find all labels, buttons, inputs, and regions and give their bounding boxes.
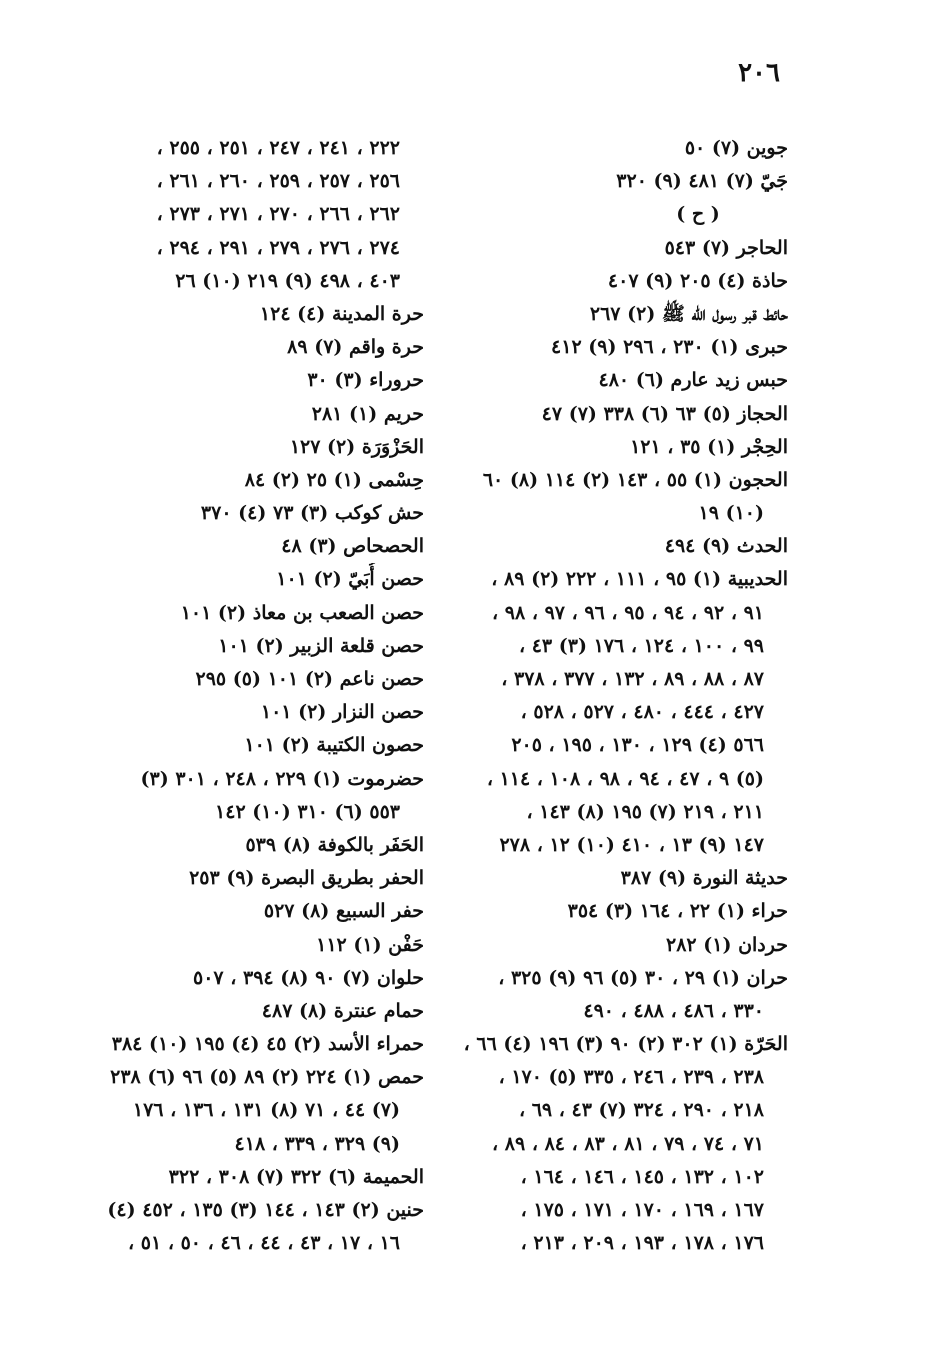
page-number: ٢٠٦ xyxy=(738,58,780,88)
index-entry-line: ٨٧ ، ٨٨ ، ٨٩ ، ١٣٢ ، ٣٧٧ ، ٣٧٨ ، xyxy=(501,668,764,690)
index-entry-line: جَيّ (٧) ٤٨١ (٩) ٣٢٠ xyxy=(616,170,788,193)
index-entry-line: الحجون (١) ٥٥ ، ١٤٣ (٢) ١١٤ (٨) ٦٠ xyxy=(482,468,788,491)
index-entry-line: ١٧٦ ، ١٧٨ ، ١٩٣ ، ٢٠٩ ، ٢١٣ ، xyxy=(520,1232,764,1255)
index-entry-line: حريم (١) ٢٨١ xyxy=(311,402,424,425)
index-column-left xyxy=(4,132,424,1260)
index-entry-line: ١٤٧ (٩) ١٣ ، ٤١٠ (١٠) ١٢ ، ٢٧٨ xyxy=(499,833,764,856)
index-entry-line: الحفر بطريق البصرة (٩) ٢٥٣ xyxy=(189,867,424,890)
index-entry-line: ٢٣٨ ، ٢٣٩ ، ٢٤٦ ، ٣٣٥ (٥) ١٧٠ ، xyxy=(498,1066,764,1089)
index-entry-line: حائط قبر رسول الله ﷺ (٢) ٢٦٧ xyxy=(589,302,788,325)
index-entry-line: حمراء الأسد (٢) ٤٥ (٤) ١٩٥ (١٠) ٣٨٤ xyxy=(111,1033,424,1056)
index-entry-line: ٤٠٣ ، ٤٩٨ (٩) ٢١٩ (١٠) ٢٦ xyxy=(175,269,400,292)
index-entry-line: حلوان (٧) ٩٠ (٨) ٣٩٤ ، ٥٠٧ xyxy=(193,966,424,989)
index-entry-line: حردان (١) ٢٨٢ xyxy=(666,933,788,956)
index-entry-line: حضرموت (١) ٢٢٩ ، ٢٤٨ ، ٣٠١ (٣) xyxy=(140,767,424,790)
index-entry-line: ٩٩ ، ١٠٠ ، ١٢٤ ، ١٧٦ (٣) ٤٣ ، xyxy=(518,634,764,657)
index-entry-line: (٧) ٤٤ ، ٧١ (٨) ١٣١ ، ١٣٦ ، ١٧٦ xyxy=(132,1099,400,1122)
index-entry-line: ٣٣٠ ، ٤٨٦ ، ٤٨٨ ، ٤٩٠ xyxy=(583,999,764,1022)
index-entry-line: حران (١) ٢٩ ، ٣٠ (٥) ٩٦ (٩) ٣٢٥ ، xyxy=(498,966,788,989)
index-entry-line: الحاجر (٧) ٥٤٣ xyxy=(664,236,788,259)
index-column-right xyxy=(428,132,788,1260)
index-entry-line: الحميمة (٦) ٣٢٢ (٧) ٣٠٨ ، ٣٢٢ xyxy=(168,1165,424,1188)
index-entry-line: حش كوكب (٣) ٧٣ (٤) ٣٧٠ xyxy=(200,502,424,525)
index-entry-line: الحَزْوَرَة (٢) ١٢٧ xyxy=(289,435,424,458)
index-entry-line: ٧١ ، ٧٤ ، ٧٩ ، ٨١ ، ٨٣ ، ٨٤ ، ٨٩ ، xyxy=(492,1132,764,1155)
index-entry-line: (٥) ٩ ، ٤٧ ، ٩٤ ، ٩٨ ، ١٠٨ ، ١١٤ ، xyxy=(486,767,764,790)
index-entry-line: حاذة (٤) ٢٠٥ (٩) ٤٠٧ xyxy=(607,269,788,292)
index-entry-line: ١٦٧ ، ١٦٩ ، ١٧٠ ، ١٧١ ، ١٧٥ ، xyxy=(520,1199,764,1221)
index-entry-line: الحِجْر (١) ٣٥ ، ١٢١ xyxy=(630,435,788,458)
index-entry-line: حرة واقم (٧) ٨٩ xyxy=(287,336,424,359)
index-entry-line: الحجاز (٥) ٦٣ (٦) ٣٣٨ (٧) ٤٧ xyxy=(541,402,788,425)
index-entry-line: ٢٦٢ ، ٢٦٦ ، ٢٧٠ ، ٢٧١ ، ٢٧٣ ، xyxy=(156,203,400,226)
index-entry-line: ١٦ ، ١٧ ، ٤٣ ، ٤٤ ، ٤٦ ، ٥٠ ، ٥١ ، xyxy=(128,1232,400,1255)
index-entry-line: (٩) ٣٢٩ ، ٣٣٩ ، ٤١٨ xyxy=(234,1132,400,1155)
index-entry-line: الحَفَر بالكوفة (٨) ٥٣٩ xyxy=(245,833,424,856)
index-entry-line: حصون الكتيبة (٢) ١٠١ xyxy=(244,734,424,757)
section-letter-heading: ( ح ) xyxy=(676,203,720,226)
index-entry-line: حَفْن (١) ١١٢ xyxy=(316,933,424,956)
index-entry-line: ٤٢٧ ، ٤٤٤ ، ٤٨٠ ، ٥٢٧ ، ٥٢٨ ، xyxy=(520,701,764,724)
index-entry-line: حصن قلعة الزبير (٢) ١٠١ xyxy=(218,634,424,657)
index-entry-line: ٥٥٣ (٦) ٣١٠ (١٠) ١٤٢ xyxy=(215,800,400,823)
index-entry-line: ٢١٨ ، ٢٩٠ ، ٣٢٤ (٧) ٤٣ ، ٦٩ ، xyxy=(518,1099,764,1122)
index-entry-line: ٥٦٦ (٤) ١٢٩ ، ١٣٠ ، ١٩٥ ، ٢٠٥ xyxy=(511,734,764,757)
index-entry-line: حصن ناعم (٢) ١٠١ (٥) ٢٩٥ xyxy=(195,668,424,690)
index-entry-line: ٢٥٦ ، ٢٥٧ ، ٢٥٩ ، ٢٦٠ ، ٢٦١ ، xyxy=(156,170,400,193)
index-entry-line: ٢١١ ، ٢١٩ (٧) ١٩٥ (٨) ١٤٣ ، xyxy=(526,800,764,823)
index-entry-line: حديثة النورة (٩) ٣٨٧ xyxy=(620,867,788,890)
index-entry-line: حفر السبيع (٨) ٥٢٧ xyxy=(263,900,424,923)
index-entry-line: الحصحاص (٣) ٤٨ xyxy=(281,535,424,558)
index-entry-line: حراء (١) ٢٢ ، ١٦٤ (٣) ٣٥٤ xyxy=(567,900,788,923)
index-entry-line: حمص (١) ٢٢٤ (٢) ٨٩ (٥) ٩٦ (٦) ٢٣٨ xyxy=(110,1066,424,1089)
index-entry-line: ٩١ ، ٩٢ ، ٩٤ ، ٩٥ ، ٩٦ ، ٩٧ ، ٩٨ ، xyxy=(492,601,764,624)
index-entry-line: حِسْمى (١) ٢٥ (٢) ٨٤ xyxy=(244,468,424,491)
index-entry-line: حبرى (١) ٢٣٠ ، ٢٩٦ (٩) ٤١٢ xyxy=(551,336,788,359)
index-entry-line: الحَرّة (١) ٣٠٢ (٢) ٩٠ (٣) ١٩٦ (٤) ٦٦ ، xyxy=(463,1033,788,1056)
index-entry-line: حبس زيد عارم (٦) ٤٨٠ xyxy=(598,369,788,392)
index-entry-line: حمام عنترة (٨) ٤٨٧ xyxy=(261,999,424,1022)
index-entry-line: الحدث (٩) ٤٩٤ xyxy=(664,535,788,558)
index-entry-line: جوين (٧) ٥٠ xyxy=(684,137,788,159)
index-entry-line: حصن الصعب بن معاذ (٢) ١٠١ xyxy=(180,601,424,624)
index-entry-line: ١٠٢ ، ١٣٢ ، ١٤٥ ، ١٤٦ ، ١٦٤ ، xyxy=(520,1165,764,1188)
index-entry-line: الحديبية (١) ٩٥ ، ١١١ ، ٢٢٢ (٢) ٨٩ ، xyxy=(491,568,788,591)
index-entry-line: حروراء (٣) ٣٠ xyxy=(307,369,424,392)
index-entry-line: (١٠) ١٩ xyxy=(698,502,764,525)
index-entry-line: حنين (٢) ١٤٣ ، ١٤٤ (٣) ١٣٥ ، ٤٥٢ (٤) xyxy=(107,1199,424,1221)
index-entry-line: حرة المدينة (٤) ١٢٤ xyxy=(259,302,424,325)
index-entry-line: حصن النزار (٢) ١٠١ xyxy=(260,701,424,724)
index-entry-line: ٢٢٢ ، ٢٤١ ، ٢٤٧ ، ٢٥١ ، ٢٥٥ ، xyxy=(156,137,400,159)
index-entry-line: حصن أُبَيّ (٢) ١٠١ xyxy=(276,568,424,591)
index-entry-line: ٢٧٤ ، ٢٧٦ ، ٢٧٩ ، ٢٩١ ، ٢٩٤ ، xyxy=(156,236,400,259)
